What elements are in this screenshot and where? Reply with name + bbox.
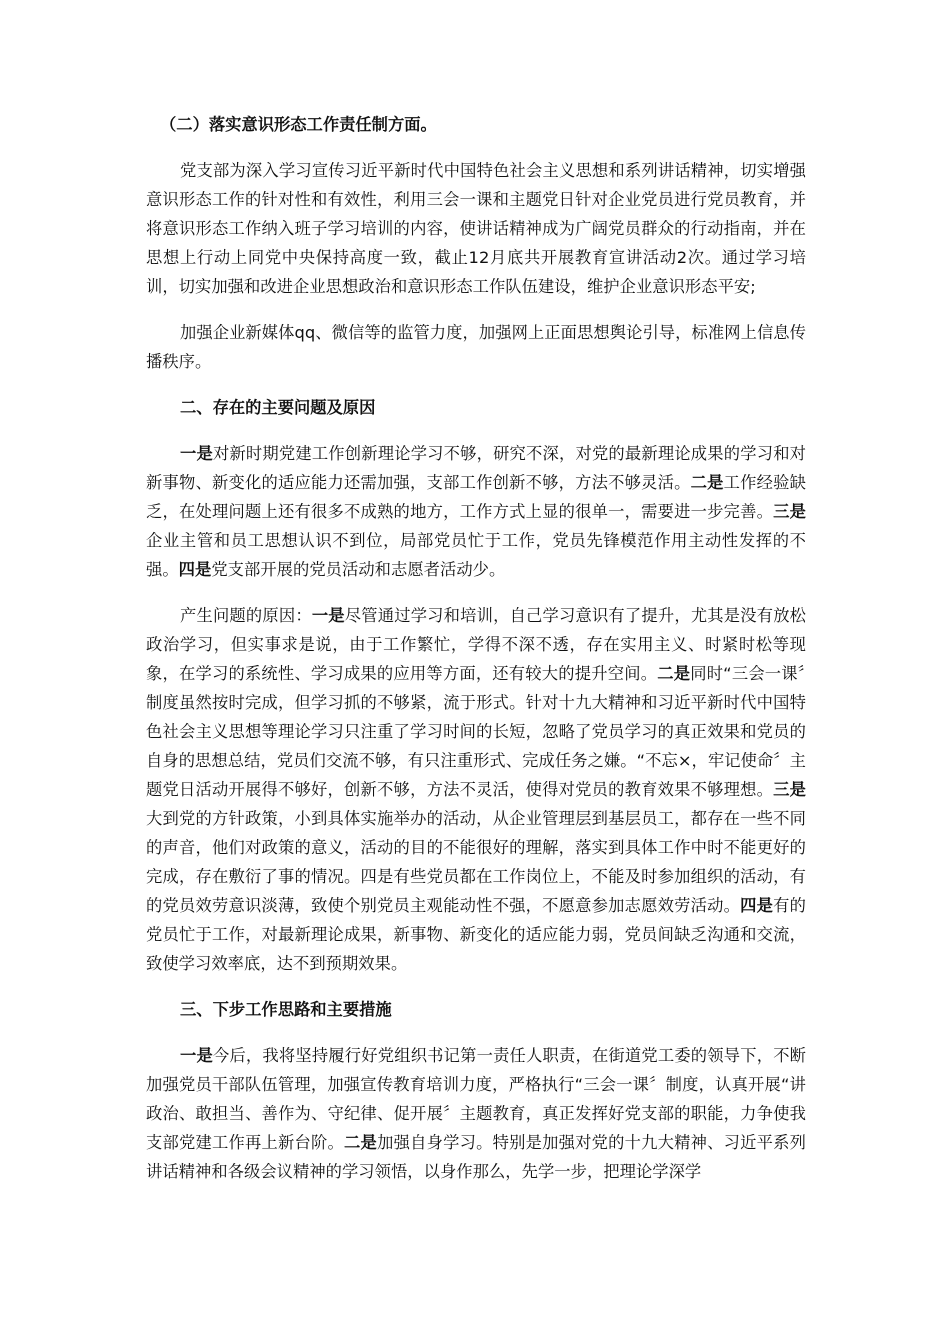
text-run: 今后，我将坚持履行好党组织书记第一责任人职责，在街道党工委的领导下，不断加强党员干部队伍管理，加强宣传教育培训力度，严格执行“三会一课〞制度，认真开展“讲政治、敢担当、善作为、守纪律、促开展〞主题教育，真正发挥好党支部的职能，力争使我支部党建工作再上新台阶。 [146, 1046, 806, 1152]
bold-marker: 二是 [344, 1133, 378, 1152]
section-heading-problems: 二、存在的主要问题及原因 [180, 398, 376, 417]
bold-marker: 二是 [690, 473, 724, 492]
text-run: 产生问题的原因： [180, 606, 312, 625]
text-run: 对新时期党建工作创新理论学习不够，研究不深，对党的最新理论成果的学习和对新事物、新变化的适应能力还需加强，支部工作创新不够，方法不够灵活。 [146, 444, 806, 492]
text-run: 同时“三会一课〞制度虽然按时完成，但学习抓的不够紧，流于形式。针对十九大精神和习近平新时代中国特色社会主义思想等理论学习只注重了学习时间的长短，忽略了党员学习的真正效果和党员的自身的思想总结，党员们交流不够，有只注重形式、完成任务之嫌。“不忘×，牢记使命〞主题党日活动开展得不够好，创新不够，方法不灵活，使得对党员的教育效果不够理想。 [146, 664, 806, 799]
document-page [146, 110, 806, 1203]
bold-marker: 一是 [180, 444, 213, 463]
section-heading-next-steps: 三、下步工作思路和主要措施 [180, 1000, 392, 1019]
text-run: 党支部开展的党员活动和志愿者活动少。 [211, 560, 506, 579]
bold-marker: 四是 [740, 896, 774, 915]
paragraph-ideology-work: 党支部为深入学习宣传习近平新时代中国特色社会主义思想和系列讲话精神，切实增强意识形态工作的针对性和有效性，利用三会一课和主题党日针对企业党员进行党员教育，并将意识形态工作纳入班子学习培训的内容，使讲话精神成为广阔党员群众的行动指南，并在思想上行动上同党中央保持高度一致，截止12月底共开展教育宣讲活动2次。通过学习培训，切实加强和改进企业思想政治和意识形态工作队伍建设，维护企业意识形态平安; [146, 161, 806, 296]
bold-marker: 四是 [178, 560, 212, 579]
text-run: 企业主管和员工思想认识不到位，局部党员忙于工作，党员先锋模范作用主动性发挥的不强。 [146, 531, 806, 579]
text-run: 大到党的方针政策，小到具体实施举办的活动，从企业管理层到基层员工，都存在一些不同的声音，他们对政策的意义，活动的目的不能很好的理解，落实到具体工作中时不能更好的完成，存在敷衍了事的情况。四是有些党员都在工作岗位上，不能及时参加组织的活动，有的党员效劳意识淡薄，致使个别党员主观能动性不强，不愿意参加志愿效劳活动。 [146, 809, 806, 915]
paragraph-new-media: 加强企业新媒体qq、微信等的监管力度，加强网上正面思想舆论引导，标准网上信息传播秩序。 [146, 323, 806, 371]
text-run: 加强自身学习。特别是加强对党的十九大精神、习近平系列讲话精神和各级会议精神的学习领悟，以身作那么，先学一步，把理论学深学 [146, 1133, 806, 1181]
paragraph-next-steps [146, 1041, 806, 1186]
bold-marker: 三是 [773, 502, 806, 521]
bold-marker: 三是 [773, 780, 806, 799]
text-run: 有的党员忙于工作，对最新理论成果，新事物、新变化的适应能力弱，党员间缺乏沟通和交流，致使学习效率底，达不到预期效果。 [146, 896, 806, 973]
paragraph-problems-list [146, 439, 806, 584]
bold-marker: 二是 [657, 664, 691, 683]
bold-marker: 一是 [180, 1046, 213, 1065]
paragraph-problem-causes [146, 601, 806, 978]
bold-marker: 一是 [311, 606, 345, 625]
text-run: 尽管通过学习和培训，自己学习意识有了提升，尤其是没有放松政治学习，但实事求是说，由于工作繁忙，学得不深不透，存在实用主义、时紧时松等现象，在学习的系统性、学习成果的应用等方面，还有较大的提升空间。 [146, 606, 807, 683]
section-heading-responsibility: （二）落实意识形态工作责任制方面。 [160, 115, 437, 134]
text-run: 工作经验缺乏，在处理问题上还有很多不成熟的地方，工作方式上显的很单一，需要进一步完善。 [146, 473, 806, 521]
